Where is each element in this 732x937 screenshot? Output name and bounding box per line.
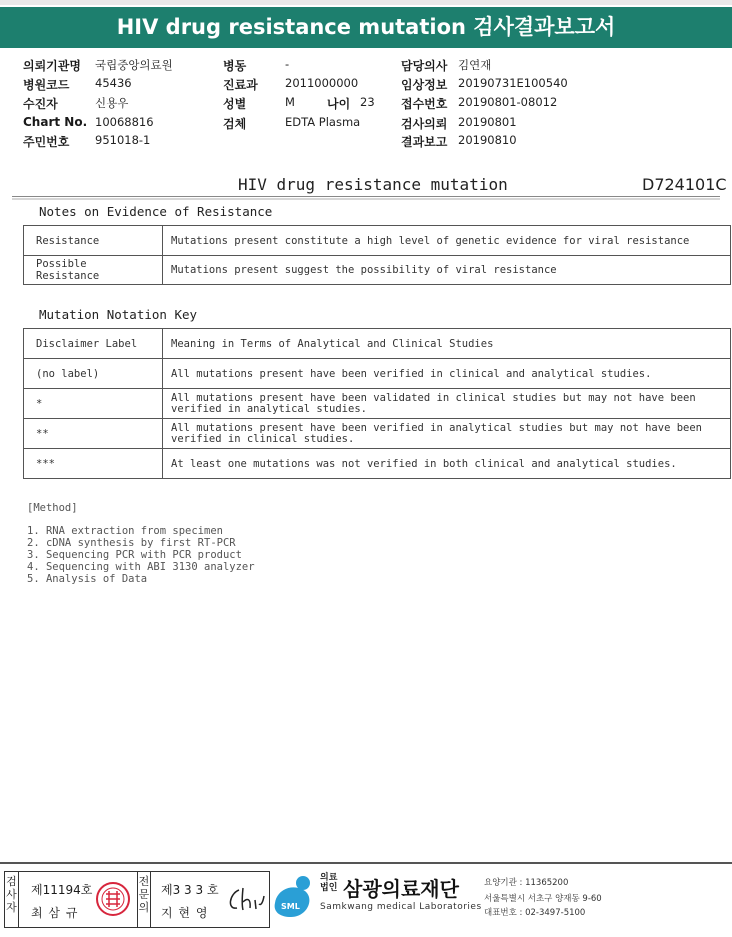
examiner-number: 제11194호: [31, 883, 93, 897]
report-title: HIV drug resistance mutation: [238, 175, 508, 194]
specialist-label: 전 문 의: [137, 872, 151, 927]
top-border: [0, 0, 732, 5]
info-label: 임상정보: [401, 78, 448, 92]
info-value: 45436: [95, 76, 132, 90]
org-type-label: 의료 법인: [320, 873, 338, 893]
info-value: M: [285, 95, 295, 109]
key-meaning: All mutations present have been verified in clinical and analytical studies.: [163, 359, 731, 389]
info-label: 진료과: [223, 78, 258, 92]
notes-description: Mutations present suggest the possibility of viral resistance: [163, 256, 731, 285]
key-label: *: [24, 389, 163, 419]
info-value: 20190801: [458, 115, 517, 129]
header-divider-shadow: [12, 198, 720, 200]
sml-logo-icon: [271, 873, 317, 921]
info-value: EDTA Plasma: [285, 115, 361, 129]
info-value: -: [285, 57, 290, 71]
age-value: 23: [360, 95, 375, 109]
info-value: 신용우: [95, 96, 129, 110]
method-heading: [Method]: [27, 502, 78, 514]
info-label: Chart No.: [23, 115, 88, 129]
key-meaning: At least one mutations was not verified in both clinical and analytical studies.: [163, 449, 731, 479]
info-label: 주민번호: [23, 135, 70, 149]
key-meaning: All mutations present have been validated in clinical studies but may not have been verified in analytical studies.: [163, 389, 731, 419]
signature-box: [4, 871, 270, 928]
age-label: 나이: [327, 97, 351, 111]
method-step: 4. Sequencing with ABI 3130 analyzer: [27, 561, 255, 573]
table-row: [24, 329, 731, 359]
key-header-label: Disclaimer Label: [24, 329, 163, 359]
notes-description: Mutations present constitute a high level of genetic evidence for viral resistance: [163, 226, 731, 256]
info-label: 병원코드: [23, 78, 70, 92]
info-label: 담당의사: [401, 59, 448, 73]
info-label: 수진자: [23, 97, 58, 111]
table-row: [24, 419, 731, 449]
key-label: ***: [24, 449, 163, 479]
org-english-name: Samkwang medical Laboratories: [320, 902, 482, 912]
key-label: (no label): [24, 359, 163, 389]
org-name: 삼광의료재단: [343, 877, 459, 901]
specialist-name: 지 현 영: [161, 906, 209, 920]
method-step: 3. Sequencing PCR with PCR product: [27, 549, 242, 561]
notes-heading: Notes on Evidence of Resistance: [39, 204, 273, 219]
specialist-signature-icon: [225, 884, 265, 916]
info-value: 20190801-08012: [458, 95, 558, 109]
svg-text:SML: SML: [281, 902, 300, 911]
info-label: 검사의뢰: [401, 117, 448, 131]
info-value: 20190731E100540: [458, 76, 568, 90]
table-row: [24, 389, 731, 419]
method-step: 2. cDNA synthesis by first RT-PCR: [27, 537, 236, 549]
key-label: **: [24, 419, 163, 449]
examiner-name: 최 삼 규: [31, 906, 79, 920]
specialist-number: 제3 3 3 호: [161, 883, 219, 897]
table-row: [24, 449, 731, 479]
info-label: 검체: [223, 117, 247, 131]
notes-term: Resistance: [24, 226, 163, 256]
notes-table: [23, 225, 731, 285]
info-label: 병동: [223, 59, 247, 73]
table-row: [24, 226, 731, 256]
notes-term: Possible Resistance: [24, 256, 163, 285]
info-label: 접수번호: [401, 97, 448, 111]
examiner-label: 검 사 자: [5, 872, 19, 927]
footer-divider: [0, 862, 732, 864]
key-table: [23, 328, 731, 479]
examiner-seal-icon: [95, 881, 131, 917]
info-value: 20190810: [458, 133, 517, 147]
header-divider: [12, 196, 720, 197]
key-meaning: All mutations present have been verified in analytical studies but may not have been verified in clinical studies.: [163, 419, 731, 449]
info-value: 국립중앙의료원: [95, 58, 173, 72]
org-phone: 대표번호 : 02-3497-5100: [484, 908, 586, 918]
info-label: 결과보고: [401, 135, 448, 149]
org-institution-code: 요양기관 : 11365200: [484, 878, 569, 888]
info-value: 김연재: [458, 58, 492, 72]
table-row: [24, 359, 731, 389]
info-value: 2011000000: [285, 76, 359, 90]
info-value: 10068816: [95, 115, 154, 129]
key-header-meaning: Meaning in Terms of Analytical and Clinical Studies: [163, 329, 731, 359]
key-heading: Mutation Notation Key: [39, 307, 198, 322]
report-code: D724101C: [642, 175, 727, 194]
table-row: [24, 256, 731, 285]
org-address: 서울특별시 서초구 양재동 9-60: [484, 894, 602, 904]
method-step: 1. RNA extraction from specimen: [27, 525, 223, 537]
info-label: 성별: [223, 97, 247, 111]
method-step: 5. Analysis of Data: [27, 573, 148, 585]
info-label: 의뢰기관명: [23, 59, 81, 73]
report-banner-title: HIV drug resistance mutation 검사결과보고서: [0, 7, 732, 48]
info-value: 951018-1: [95, 133, 151, 147]
